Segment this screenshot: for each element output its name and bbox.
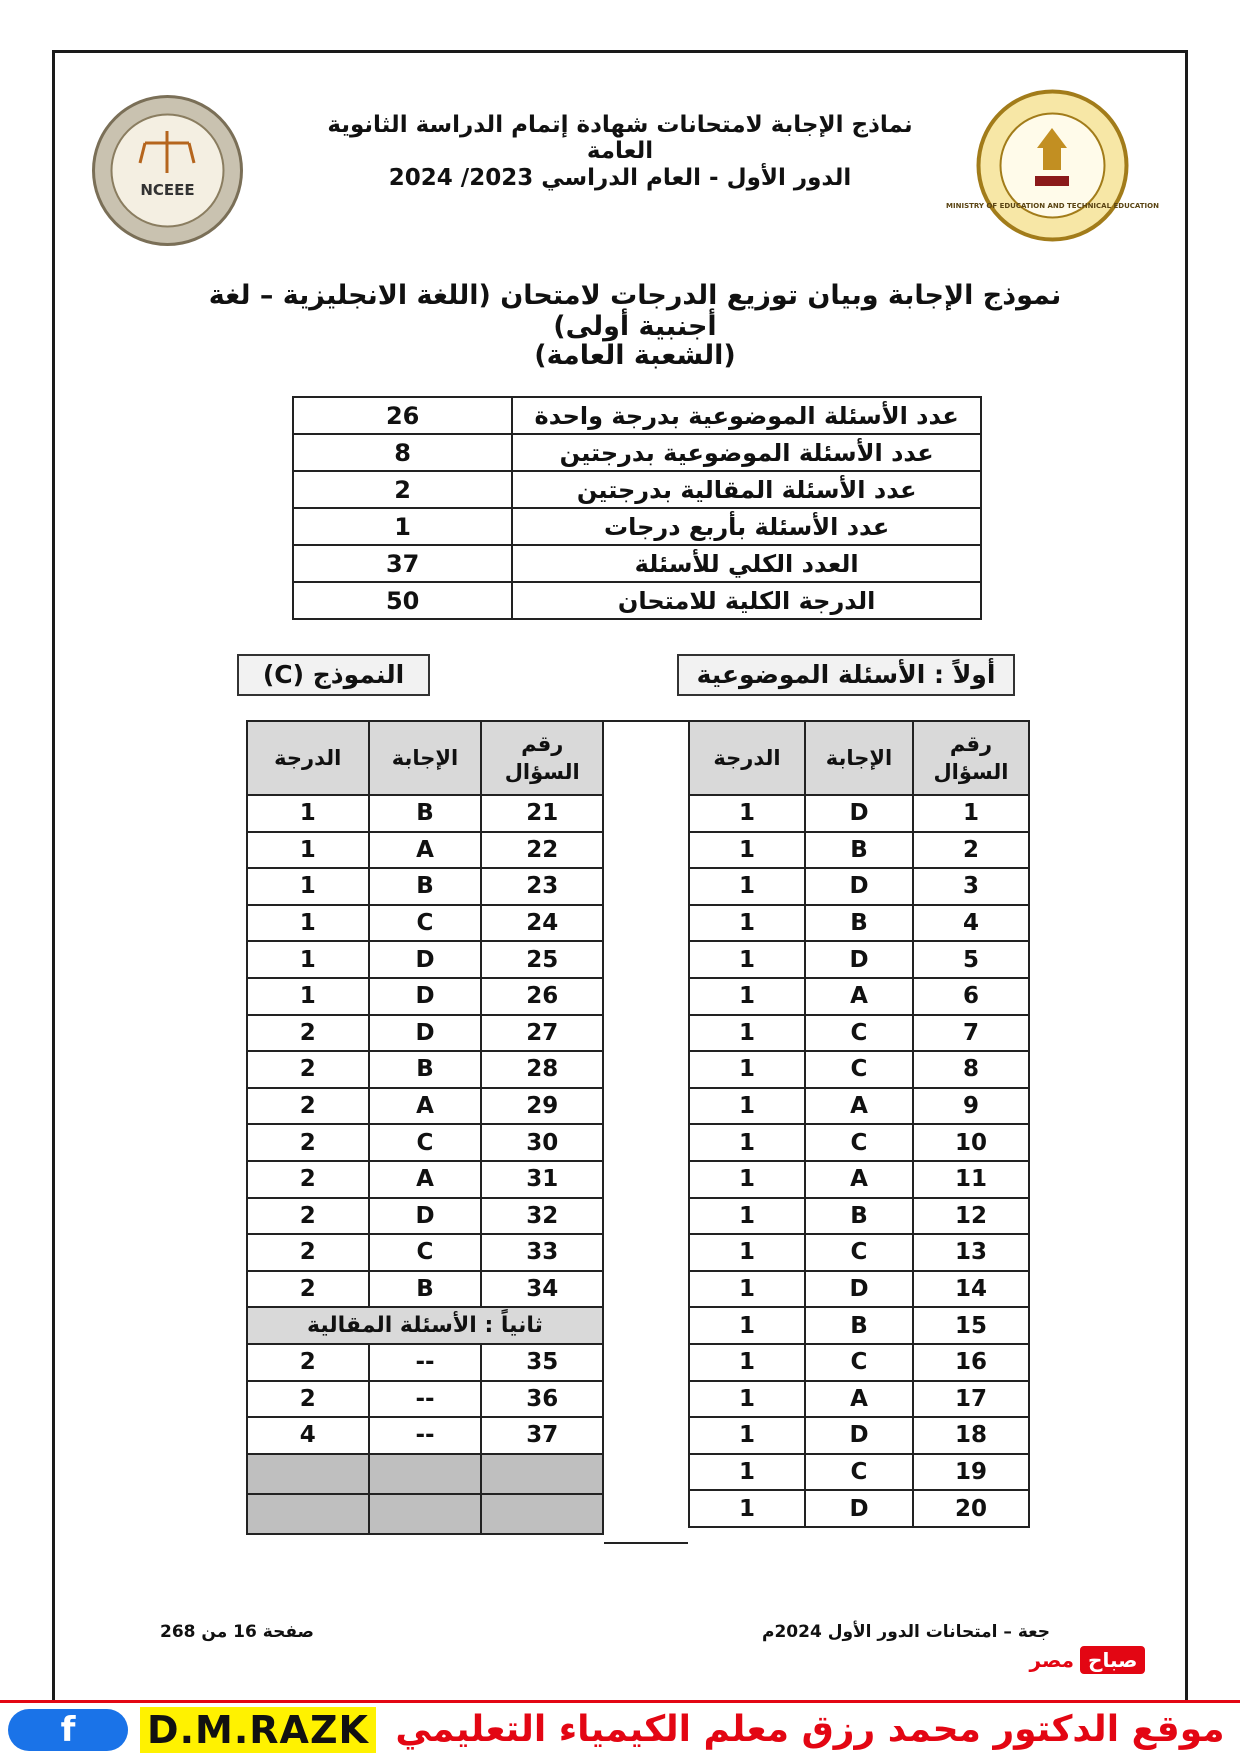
answer-cell: B — [805, 905, 913, 942]
table-row — [689, 1124, 1029, 1161]
col-header-question: رقم السؤال — [913, 721, 1029, 795]
table-row — [247, 1088, 603, 1125]
answer-cell: A — [369, 832, 482, 869]
essay-header-row — [247, 1307, 603, 1344]
question-number-cell: 10 — [913, 1124, 1029, 1161]
grade-cell: 1 — [689, 1234, 805, 1271]
empty-row — [247, 1494, 603, 1534]
table-row — [689, 1490, 1029, 1527]
sabah-masr-logo: مصر صباح — [990, 1640, 1185, 1680]
document-title: نموذج الإجابة وبيان توزيع الدرجات لامتحان (اللغة الانجليزية – لغة أجنبية أولى) — [208, 280, 1062, 342]
question-number-cell: 18 — [913, 1417, 1029, 1454]
grade-cell: 1 — [689, 795, 805, 832]
question-number-cell: 11 — [913, 1161, 1029, 1198]
table-row — [689, 1234, 1029, 1271]
grade-cell: 1 — [689, 868, 805, 905]
answer-cell: D — [805, 1490, 913, 1527]
summary-row — [293, 471, 981, 508]
table-row — [689, 795, 1029, 832]
question-number-cell: 26 — [481, 978, 603, 1015]
summary-row — [293, 545, 981, 582]
question-number-cell: 15 — [913, 1307, 1029, 1344]
table-row — [689, 1307, 1029, 1344]
grade-cell: 1 — [689, 1051, 805, 1088]
answer-cell: B — [369, 795, 482, 832]
summary-row — [293, 434, 981, 471]
answer-cell: D — [805, 795, 913, 832]
answer-cell: C — [805, 1344, 913, 1381]
table-row — [247, 832, 603, 869]
table-row — [247, 941, 603, 978]
bottom-banner — [0, 1700, 1240, 1757]
table-row — [247, 1381, 603, 1418]
answer-cell: C — [369, 1234, 482, 1271]
question-number-cell: 6 — [913, 978, 1029, 1015]
question-number-cell: 7 — [913, 1015, 1029, 1052]
grade-cell: 1 — [689, 941, 805, 978]
grade-cell: 1 — [247, 941, 369, 978]
table-row — [689, 941, 1029, 978]
summary-label: عدد الأسئلة بأربع درجات — [512, 508, 981, 545]
question-number-cell: 36 — [481, 1381, 603, 1418]
summary-label: عدد الأسئلة المقالية بدرجتين — [512, 471, 981, 508]
table-row — [689, 1198, 1029, 1235]
answer-cell: D — [805, 1417, 913, 1454]
question-number-cell: 37 — [481, 1417, 603, 1454]
answer-cell: B — [805, 1198, 913, 1235]
table-row — [247, 1015, 603, 1052]
answer-cell: A — [369, 1088, 482, 1125]
answer-cell: C — [805, 1015, 913, 1052]
table-row — [689, 868, 1029, 905]
essay-section-label: ثانياً : الأسئلة المقالية — [247, 1307, 603, 1344]
table-row — [689, 1344, 1029, 1381]
footer-note: جعة – امتحانات الدور الأول 2024م — [761, 1622, 1050, 1642]
document-subtitle: (الشعبة العامة) — [534, 340, 736, 371]
question-number-cell: 25 — [481, 941, 603, 978]
table-row — [689, 1271, 1029, 1308]
table-row — [689, 978, 1029, 1015]
grade-cell: 2 — [247, 1198, 369, 1235]
grade-cell: 1 — [689, 1454, 805, 1491]
table-row — [247, 795, 603, 832]
question-number-cell: 28 — [481, 1051, 603, 1088]
table-row — [247, 1344, 603, 1381]
table-row — [247, 978, 603, 1015]
question-number-cell: 29 — [481, 1088, 603, 1125]
table-row — [247, 1124, 603, 1161]
grade-cell: 2 — [247, 1344, 369, 1381]
grade-cell: 1 — [689, 1124, 805, 1161]
grade-cell: 2 — [247, 1381, 369, 1418]
table-row — [247, 1271, 603, 1308]
grade-cell: 1 — [689, 1490, 805, 1527]
summary-label: عدد الأسئلة الموضوعية بدرجتين — [512, 434, 981, 471]
grade-cell: 2 — [247, 1234, 369, 1271]
facebook-icon[interactable]: f — [8, 1709, 128, 1751]
question-number-cell: 22 — [481, 832, 603, 869]
summary-row — [293, 582, 981, 619]
answer-cell: -- — [369, 1417, 482, 1454]
question-number-cell: 5 — [913, 941, 1029, 978]
answer-table-right — [688, 720, 1030, 1528]
table-row — [689, 1417, 1029, 1454]
question-number-cell: 13 — [913, 1234, 1029, 1271]
question-number-cell: 2 — [913, 832, 1029, 869]
answer-cell: C — [369, 1124, 482, 1161]
summary-value: 1 — [293, 508, 512, 545]
table-row — [689, 1161, 1029, 1198]
grade-cell: 1 — [247, 795, 369, 832]
question-number-cell: 4 — [913, 905, 1029, 942]
summary-value: 50 — [293, 582, 512, 619]
nceee-logo — [90, 93, 245, 248]
table-row — [689, 905, 1029, 942]
table-row — [247, 1198, 603, 1235]
grade-cell: 1 — [689, 1307, 805, 1344]
svg-text:NCEEE: NCEEE — [140, 181, 195, 199]
answer-table-left — [246, 720, 604, 1535]
empty-cell — [481, 1494, 603, 1534]
page-number: صفحة 16 من 268 — [160, 1622, 314, 1642]
table-row — [247, 1234, 603, 1271]
question-number-cell: 1 — [913, 795, 1029, 832]
table-row — [689, 1454, 1029, 1491]
question-number-cell: 3 — [913, 868, 1029, 905]
table-row — [247, 1417, 603, 1454]
header-line-1: نماذج الإجابة لامتحانات شهادة إتمام الدراسة الثانوية العامة — [327, 112, 913, 164]
question-number-cell: 9 — [913, 1088, 1029, 1125]
grade-cell: 2 — [247, 1124, 369, 1161]
answer-cell: B — [805, 1307, 913, 1344]
col-header-grade: الدرجة — [247, 721, 369, 795]
empty-cell — [247, 1494, 369, 1534]
question-number-cell: 34 — [481, 1271, 603, 1308]
answer-cell: B — [369, 868, 482, 905]
grade-cell: 1 — [689, 1161, 805, 1198]
summary-table — [292, 396, 982, 620]
objective-section-label: أولاً : الأسئلة الموضوعية — [677, 654, 1015, 696]
table-row — [689, 832, 1029, 869]
col-header-grade: الدرجة — [689, 721, 805, 795]
summary-row — [293, 397, 981, 434]
question-number-cell: 27 — [481, 1015, 603, 1052]
answer-cell: A — [805, 978, 913, 1015]
grade-cell: 1 — [247, 832, 369, 869]
banner-text: موقع الدكتور محمد رزق معلم الكيمياء التعليمي — [395, 1709, 1225, 1750]
table-row — [247, 868, 603, 905]
table-row — [247, 905, 603, 942]
question-number-cell: 35 — [481, 1344, 603, 1381]
answer-cell: C — [805, 1234, 913, 1271]
answer-cell: D — [805, 868, 913, 905]
answer-cell: -- — [369, 1344, 482, 1381]
grade-cell: 2 — [247, 1271, 369, 1308]
grade-cell: 1 — [689, 832, 805, 869]
answer-cell: B — [369, 1051, 482, 1088]
question-number-cell: 8 — [913, 1051, 1029, 1088]
answer-cell: B — [369, 1271, 482, 1308]
grade-cell: 1 — [689, 1015, 805, 1052]
summary-value: 26 — [293, 397, 512, 434]
empty-cell — [369, 1494, 482, 1534]
question-number-cell: 21 — [481, 795, 603, 832]
grade-cell: 1 — [689, 905, 805, 942]
answer-cell: C — [805, 1124, 913, 1161]
answer-cell: A — [805, 1381, 913, 1418]
grade-cell: 1 — [247, 905, 369, 942]
answer-cell: D — [369, 1015, 482, 1052]
answer-cell: D — [369, 978, 482, 1015]
table-row — [689, 1015, 1029, 1052]
table-gap — [604, 720, 688, 1544]
answer-cell: B — [805, 832, 913, 869]
question-number-cell: 19 — [913, 1454, 1029, 1491]
table-row — [247, 1161, 603, 1198]
col-header-answer: الإجابة — [369, 721, 482, 795]
col-header-question: رقم السؤال — [481, 721, 603, 795]
summary-value: 8 — [293, 434, 512, 471]
col-header-answer: الإجابة — [805, 721, 913, 795]
answer-cell: C — [805, 1454, 913, 1491]
grade-cell: 2 — [247, 1015, 369, 1052]
summary-label: العدد الكلي للأسئلة — [512, 545, 981, 582]
question-number-cell: 17 — [913, 1381, 1029, 1418]
empty-cell — [369, 1454, 482, 1494]
question-number-cell: 20 — [913, 1490, 1029, 1527]
question-number-cell: 33 — [481, 1234, 603, 1271]
summary-label: الدرجة الكلية للامتحان — [512, 582, 981, 619]
summary-row — [293, 508, 981, 545]
question-number-cell: 32 — [481, 1198, 603, 1235]
question-number-cell: 30 — [481, 1124, 603, 1161]
empty-cell — [481, 1454, 603, 1494]
grade-cell: 2 — [247, 1051, 369, 1088]
brand-label: D.M.RAZK — [140, 1707, 376, 1753]
svg-text:MINISTRY OF EDUCATION AND TECH: MINISTRY OF EDUCATION AND TECHNICAL EDUCATION — [946, 202, 1159, 210]
grade-cell: 1 — [689, 1198, 805, 1235]
question-number-cell: 24 — [481, 905, 603, 942]
question-number-cell: 23 — [481, 868, 603, 905]
answer-cell: D — [805, 941, 913, 978]
answer-cell: A — [369, 1161, 482, 1198]
answer-cell: A — [805, 1088, 913, 1125]
empty-cell — [247, 1454, 369, 1494]
table-row — [689, 1051, 1029, 1088]
model-label: النموذج (C) — [237, 654, 430, 696]
question-number-cell: 31 — [481, 1161, 603, 1198]
grade-cell: 1 — [689, 1088, 805, 1125]
empty-row — [247, 1454, 603, 1494]
answer-cell: -- — [369, 1381, 482, 1418]
answer-cell: C — [805, 1051, 913, 1088]
grade-cell: 1 — [247, 868, 369, 905]
grade-cell: 2 — [247, 1161, 369, 1198]
ministry-logo — [946, 88, 1159, 243]
question-number-cell: 14 — [913, 1271, 1029, 1308]
summary-value: 37 — [293, 545, 512, 582]
answer-cell: D — [369, 941, 482, 978]
table-row — [689, 1381, 1029, 1418]
answer-cell: D — [805, 1271, 913, 1308]
grade-cell: 1 — [689, 1271, 805, 1308]
table-row — [689, 1088, 1029, 1125]
grade-cell: 1 — [689, 978, 805, 1015]
answer-cell: A — [805, 1161, 913, 1198]
summary-label: عدد الأسئلة الموضوعية بدرجة واحدة — [512, 397, 981, 434]
grade-cell: 1 — [689, 1381, 805, 1418]
grade-cell: 2 — [247, 1088, 369, 1125]
header-line-2: الدور الأول - العام الدراسي 2023/ 2024 — [388, 165, 852, 191]
grade-cell: 4 — [247, 1417, 369, 1454]
answer-cell: D — [369, 1198, 482, 1235]
grade-cell: 1 — [689, 1344, 805, 1381]
table-row — [247, 1051, 603, 1088]
summary-value: 2 — [293, 471, 512, 508]
question-number-cell: 16 — [913, 1344, 1029, 1381]
grade-cell: 1 — [689, 1417, 805, 1454]
answer-cell: C — [369, 905, 482, 942]
grade-cell: 1 — [247, 978, 369, 1015]
question-number-cell: 12 — [913, 1198, 1029, 1235]
